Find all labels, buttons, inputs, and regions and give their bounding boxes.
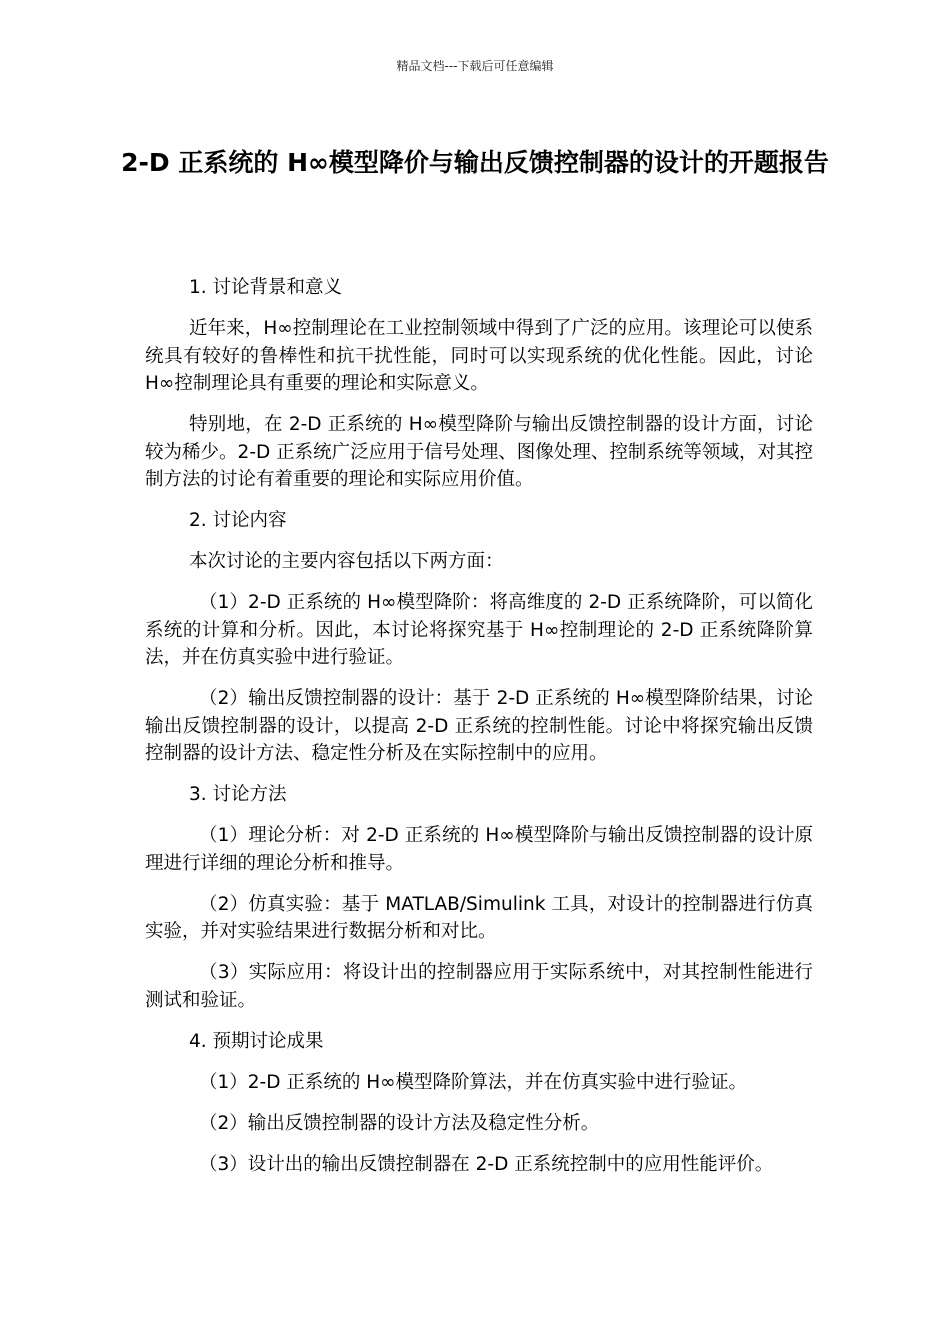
document-body <box>145 274 813 1192</box>
list-item: （2）仿真实验：基于 MATLAB/Simulink 工具，对设计的控制器进行仿真实验，并对实验结果进行数据分析和对比。 <box>145 893 813 942</box>
list-item: （3）设计出的输出反馈控制器在 2-D 正系统控制中的应用性能评价。 <box>199 1153 774 1175</box>
paragraph: 特别地，在 2-D 正系统的 H∞模型降阶与输出反馈控制器的设计方面，讨论较为稀少。2-D 正系统广泛应用于信号处理、图像处理、控制系统等领域，对其控制方法的讨论有着重要的理论和实际应用价值。 <box>145 414 813 490</box>
section-heading-method: 3. 讨论方法 <box>189 784 287 805</box>
section-heading-content: 2. 讨论内容 <box>189 510 287 531</box>
list-item: （2）输出反馈控制器的设计方法及稳定性分析。 <box>199 1112 600 1134</box>
list-item: （1）理论分析：对 2-D 正系统的 H∞模型降阶与输出反馈控制器的设计原理进行详细的理论分析和推导。 <box>145 825 813 874</box>
header-note: 精品文档---下载后可任意编辑 <box>396 59 554 73</box>
list-item: （2）输出反馈控制器的设计：基于 2-D 正系统的 H∞模型降阶结果，讨论输出反馈控制器的设计，以提高 2-D 正系统的控制性能。讨论中将探究输出反馈控制器的设计方法、稳定性分析及在实际控制中的应用。 <box>145 688 813 764</box>
section-heading-results: 4. 预期讨论成果 <box>189 1030 324 1052</box>
document-title: 2-D 正系统的 H∞模型降价与输出反馈控制器的设计的开题报告 <box>121 148 829 177</box>
paragraph: 本次讨论的主要内容包括以下两方面： <box>189 551 504 572</box>
list-item: （1）2-D 正系统的 H∞模型降阶：将高维度的 2-D 正系统降阶，可以简化系统的计算和分析。因此，本讨论将探究基于 H∞控制理论的 2-D 正系统降阶算法，并在仿真实验中进行验证。 <box>145 592 813 668</box>
list-item: （3）实际应用：将设计出的控制器应用于实际系统中，对其控制性能进行测试和验证。 <box>145 962 813 1011</box>
list-item: （1）2-D 正系统的 H∞模型降阶算法，并在仿真实验中进行验证。 <box>199 1071 748 1093</box>
paragraph: 近年来，H∞控制理论在工业控制领域中得到了广泛的应用。该理论可以使系统具有较好的鲁棒性和抗干扰性能，同时可以实现系统的优化性能。因此，讨论 H∞控制理论具有重要的理论和实际意义。 <box>145 318 813 394</box>
section-heading-background: 1. 讨论背景和意义 <box>189 277 343 298</box>
